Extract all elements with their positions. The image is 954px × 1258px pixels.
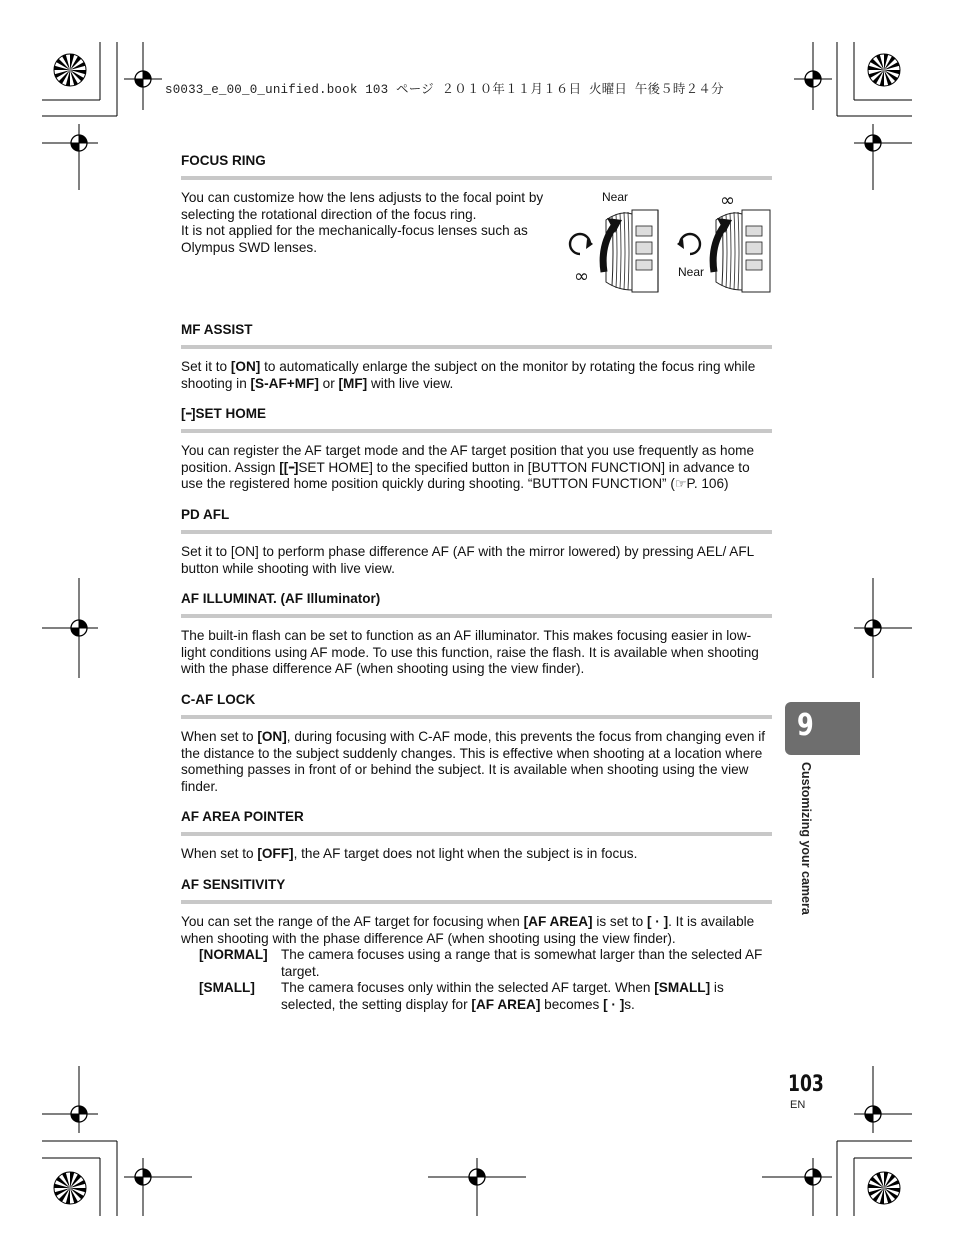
section-title: MF ASSIST xyxy=(181,322,253,337)
definition-description: The camera focuses only within the selected AF target. When [SMALL] is selected, the setting display for [AF AREA] becomes [ · ]s. xyxy=(281,980,724,1012)
focus-ring-figure-left xyxy=(570,190,658,292)
rotation-arrow-icon xyxy=(677,234,700,254)
section-rule xyxy=(181,345,772,349)
paragraph: Set it to [ON] to perform phase difference AF (AF with the mirror lowered) by pressing AEL/ AFL button while shooting with live view. xyxy=(181,543,754,576)
near-label: Near xyxy=(678,265,705,279)
definition-term: [SMALL] xyxy=(199,980,255,996)
infinity-label: ∞ xyxy=(574,266,589,287)
section-title: PD AFL xyxy=(181,506,230,522)
section-title: [▪▪▪]SET HOME xyxy=(181,406,267,422)
section-af-sensitivity xyxy=(181,876,772,1014)
infinity-label: ∞ xyxy=(720,190,735,211)
section-rule xyxy=(181,176,772,180)
paragraph: You can customize how the lens adjusts to the focal point by selecting the rotational direction of the focus ring. xyxy=(181,190,544,222)
af-target-icon: ▪▪▪ xyxy=(288,462,294,472)
page-language: EN xyxy=(790,1099,806,1111)
section-af-area-pointer xyxy=(181,808,772,863)
section-title: AF AREA POINTER xyxy=(181,809,304,825)
definition-term: [NORMAL] xyxy=(199,947,268,963)
section-focus-ring xyxy=(181,152,772,294)
page-content xyxy=(181,152,772,1013)
rotation-arrow-icon xyxy=(570,234,593,254)
focus-ring-figure-right xyxy=(677,190,770,292)
section-set-home xyxy=(181,405,772,493)
book-header-line: s0033_e_00_0_unified.book 103 ページ ２０１０年１１月１６日 火曜日 午後５時２４分 xyxy=(165,83,724,97)
paragraph: When set to [ON], during focusing with C-AF mode, this prevents the focus from changing even if the distance to the subject suddenly changes. This is effective when shooting at a location where something passes in front of or behind the subject. It is available when shooting using the view finder. xyxy=(181,728,766,794)
section-rule xyxy=(181,900,772,904)
focus-ring-text xyxy=(181,190,553,294)
page-number: 103 xyxy=(788,1072,824,1097)
af-target-icon: ▪▪▪ xyxy=(185,409,192,419)
paragraph: When set to [OFF], the AF target does not light when the subject is in focus. xyxy=(181,846,638,862)
section-mf-assist xyxy=(181,321,772,392)
section-af-illuminator xyxy=(181,590,772,678)
near-label: Near xyxy=(602,190,629,204)
section-title: FOCUS RING xyxy=(181,153,266,168)
paragraph: It is not applied for the mechanically-focus lenses such as Olympus SWD lenses. xyxy=(181,223,528,255)
section-title: AF SENSITIVITY xyxy=(181,876,286,892)
section-title: AF ILLUMINAT. (AF Illuminator) xyxy=(181,591,381,607)
definition-normal xyxy=(181,947,772,980)
focus-ring-illustration xyxy=(560,186,772,294)
paragraph: You can set the range of the AF target for focusing when [AF AREA] is set to [ · ]. It is available when shooting with the phase difference AF (when shooting using the view finder). xyxy=(181,913,755,946)
paragraph: The built-in flash can be set to function as an AF illuminator. This makes focusing easier in low-light conditions using AF mode. To use this function, raise the flash. It is available when shooting with the phase difference AF (when shooting using the view finder). xyxy=(181,628,759,677)
focus-ring-body xyxy=(181,190,772,294)
section-caf-lock xyxy=(181,691,772,795)
paragraph: Set it to [ON] to automatically enlarge the subject on the monitor by rotating the focus ring while shooting in [S-AF+MF] or [MF] with live view. xyxy=(181,359,756,391)
section-rule xyxy=(181,614,772,618)
section-title: C-AF LOCK xyxy=(181,691,256,707)
section-rule xyxy=(181,429,772,433)
chapter-label: Customizing your camera xyxy=(799,762,813,915)
definition-list xyxy=(181,947,772,1013)
page-reference-icon: ☞ xyxy=(674,476,687,492)
section-rule xyxy=(181,832,772,836)
definition-description: The camera focuses using a range that is somewhat larger than the selected AF target. xyxy=(281,947,763,979)
section-rule xyxy=(181,530,772,534)
chapter-number: 9 xyxy=(797,708,814,743)
definition-small xyxy=(181,980,772,1013)
section-rule xyxy=(181,715,772,719)
paragraph: You can register the AF target mode and the AF target position that you use frequently as home position. Assign [[▪▪▪]SET HOME] to the specified button in [BUTTON FUNCTION] in advance to use the registered home position quickly during shooting. “BUTTON FUNCTION” (☞P. 106) xyxy=(181,443,755,492)
section-pd-afl xyxy=(181,506,772,577)
chapter-tab xyxy=(785,702,860,755)
